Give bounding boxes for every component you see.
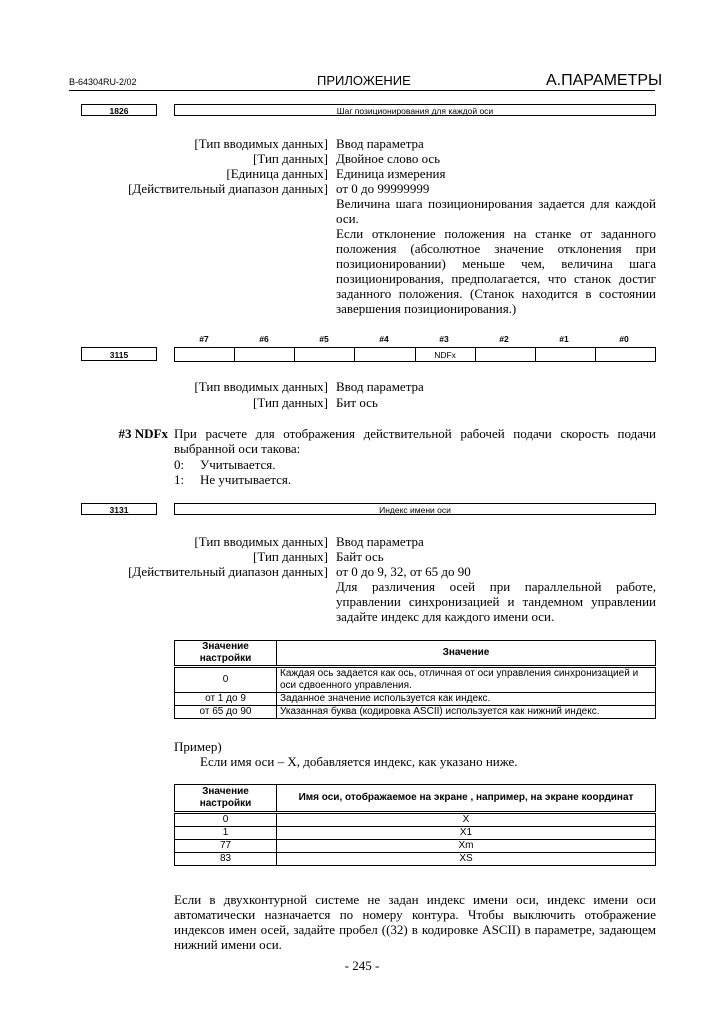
table-cell: 83 bbox=[175, 853, 277, 866]
bit-cell bbox=[295, 348, 355, 362]
table-header: Значение bbox=[277, 641, 656, 667]
label-data-type: [Тип данных] bbox=[253, 151, 328, 166]
option-text: Учитывается. bbox=[200, 457, 276, 472]
bit-label: #7 bbox=[199, 334, 209, 344]
param-number-3115: 3115 bbox=[81, 347, 157, 361]
table-cell: XS bbox=[277, 853, 656, 866]
bit-cell bbox=[235, 348, 295, 362]
param-number-3131: 3131 bbox=[81, 503, 157, 515]
bit-label: #4 bbox=[379, 334, 389, 344]
table-header: Значение настройки bbox=[175, 641, 277, 667]
table-row bbox=[175, 667, 656, 693]
label-input-type: [Тип вводимых данных] bbox=[194, 534, 328, 549]
option-number: 1: bbox=[174, 472, 185, 487]
param-title-1826: Шаг позиционирования для каждой оси bbox=[174, 104, 656, 116]
section-title: ПРИЛОЖЕНИЕ bbox=[317, 73, 411, 88]
footer-paragraph: Если в двухконтурной системе не задан индекс имени оси, индекс имени оси автоматически назначается по номеру контура. Чтобы выключить отображение индексов имен осей, задайте пробел ((32) в кодировке ASCII) в параметре, задающем нижний имени оси. bbox=[174, 892, 656, 952]
table-row bbox=[175, 693, 656, 706]
option-text: Не учитывается. bbox=[200, 472, 292, 487]
example-text: Если имя оси – X, добавляется индекс, как указано ниже. bbox=[200, 754, 518, 769]
value-data-type: Бит ось bbox=[336, 395, 378, 410]
table-cell: Указанная буква (кодировка ASCII) используется как нижний индекс. bbox=[277, 706, 656, 719]
table-row bbox=[175, 827, 656, 840]
table-header: Имя оси, отображаемое на экране , например, на экране координат bbox=[277, 785, 656, 813]
table-cell: X bbox=[277, 813, 656, 827]
bit-cell bbox=[595, 348, 655, 362]
table-cell: X1 bbox=[277, 827, 656, 840]
table-cell: 0 bbox=[175, 813, 277, 827]
bit-label: #0 bbox=[619, 334, 629, 344]
table-row bbox=[175, 813, 656, 827]
value-data-unit: Единица измерения bbox=[336, 166, 446, 181]
bit-name-ndfx: #3 NDFx bbox=[118, 426, 168, 441]
label-data-type: [Тип данных] bbox=[253, 549, 328, 564]
label-data-type: [Тип данных] bbox=[253, 395, 328, 410]
option-number: 0: bbox=[174, 457, 185, 472]
value-input-type: Ввод параметра bbox=[336, 379, 424, 394]
table-cell: 0 bbox=[175, 667, 277, 693]
bit-label: #3 bbox=[439, 334, 449, 344]
value-input-type: Ввод параметра bbox=[336, 534, 424, 549]
description-1826-b: Если отклонение положения на станке от заданного положения (абсолютное значение отклонения при позиционировании) меньше чем, величина шага позиционирования, предполагается, что станок достиг заданного положения. (Станок находится в состоянии завершения позиционирования.) bbox=[336, 226, 656, 316]
param-number-1826: 1826 bbox=[81, 104, 157, 116]
bit-cell: NDFx bbox=[415, 348, 475, 362]
value-data-type: Двойное слово ось bbox=[336, 151, 441, 166]
setting-meaning-table bbox=[174, 640, 656, 719]
label-input-type: [Тип вводимых данных] bbox=[194, 136, 328, 151]
value-data-type: Байт ось bbox=[336, 549, 384, 564]
param-title-3131: Индекс имени оси bbox=[174, 503, 656, 515]
table-row bbox=[175, 840, 656, 853]
bit-cell bbox=[355, 348, 415, 362]
description-3131: Для различения осей при параллельной работе, управлении синхронизацией и тандемном управлении задайте индекс для каждого имени оси. bbox=[336, 579, 656, 624]
value-input-type: Ввод параметра bbox=[336, 136, 424, 151]
document-code: B-64304RU-2/02 bbox=[69, 77, 137, 87]
value-valid-range: от 0 до 9, 32, от 65 до 90 bbox=[336, 564, 471, 579]
description-1826-a: Величина шага позиционирования задается для каждой оси. bbox=[336, 196, 656, 226]
table-row bbox=[175, 706, 656, 719]
label-valid-range: [Действительный диапазон данных] bbox=[128, 181, 328, 196]
page-number: - 245 - bbox=[344, 958, 380, 973]
table-cell: Xm bbox=[277, 840, 656, 853]
table-cell: от 65 до 90 bbox=[175, 706, 277, 719]
bit-cell bbox=[535, 348, 595, 362]
chapter-title: A.ПАРАМЕТРЫ bbox=[546, 72, 663, 89]
label-data-unit: [Единица данных] bbox=[226, 166, 328, 181]
bit-labels-row bbox=[174, 334, 656, 346]
bit-label: #1 bbox=[559, 334, 569, 344]
table-cell: Каждая ось задается как ось, отличная от оси управления синхронизацией и оси сдвоенного управления. bbox=[277, 667, 656, 693]
bit-table-3115 bbox=[174, 347, 656, 362]
table-cell: 1 bbox=[175, 827, 277, 840]
bit-label: #6 bbox=[259, 334, 269, 344]
axis-name-example-table bbox=[174, 784, 656, 866]
bit-cell bbox=[475, 348, 535, 362]
table-cell: от 1 до 9 bbox=[175, 693, 277, 706]
bit-cell bbox=[175, 348, 235, 362]
label-input-type: [Тип вводимых данных] bbox=[194, 379, 328, 394]
label-valid-range: [Действительный диапазон данных] bbox=[128, 564, 328, 579]
example-title: Пример) bbox=[174, 739, 222, 754]
bit-description: При расчете для отображения действительной рабочей подачи скорость подачи выбранной оси такова: bbox=[174, 426, 656, 456]
bit-label: #5 bbox=[319, 334, 329, 344]
table-cell: Заданное значение используется как индекс. bbox=[277, 693, 656, 706]
header-rule bbox=[69, 90, 655, 91]
table-cell: 77 bbox=[175, 840, 277, 853]
value-valid-range: от 0 до 99999999 bbox=[336, 181, 430, 196]
bit-label: #2 bbox=[499, 334, 509, 344]
table-row bbox=[175, 853, 656, 866]
table-header: Значение настройки bbox=[175, 785, 277, 813]
